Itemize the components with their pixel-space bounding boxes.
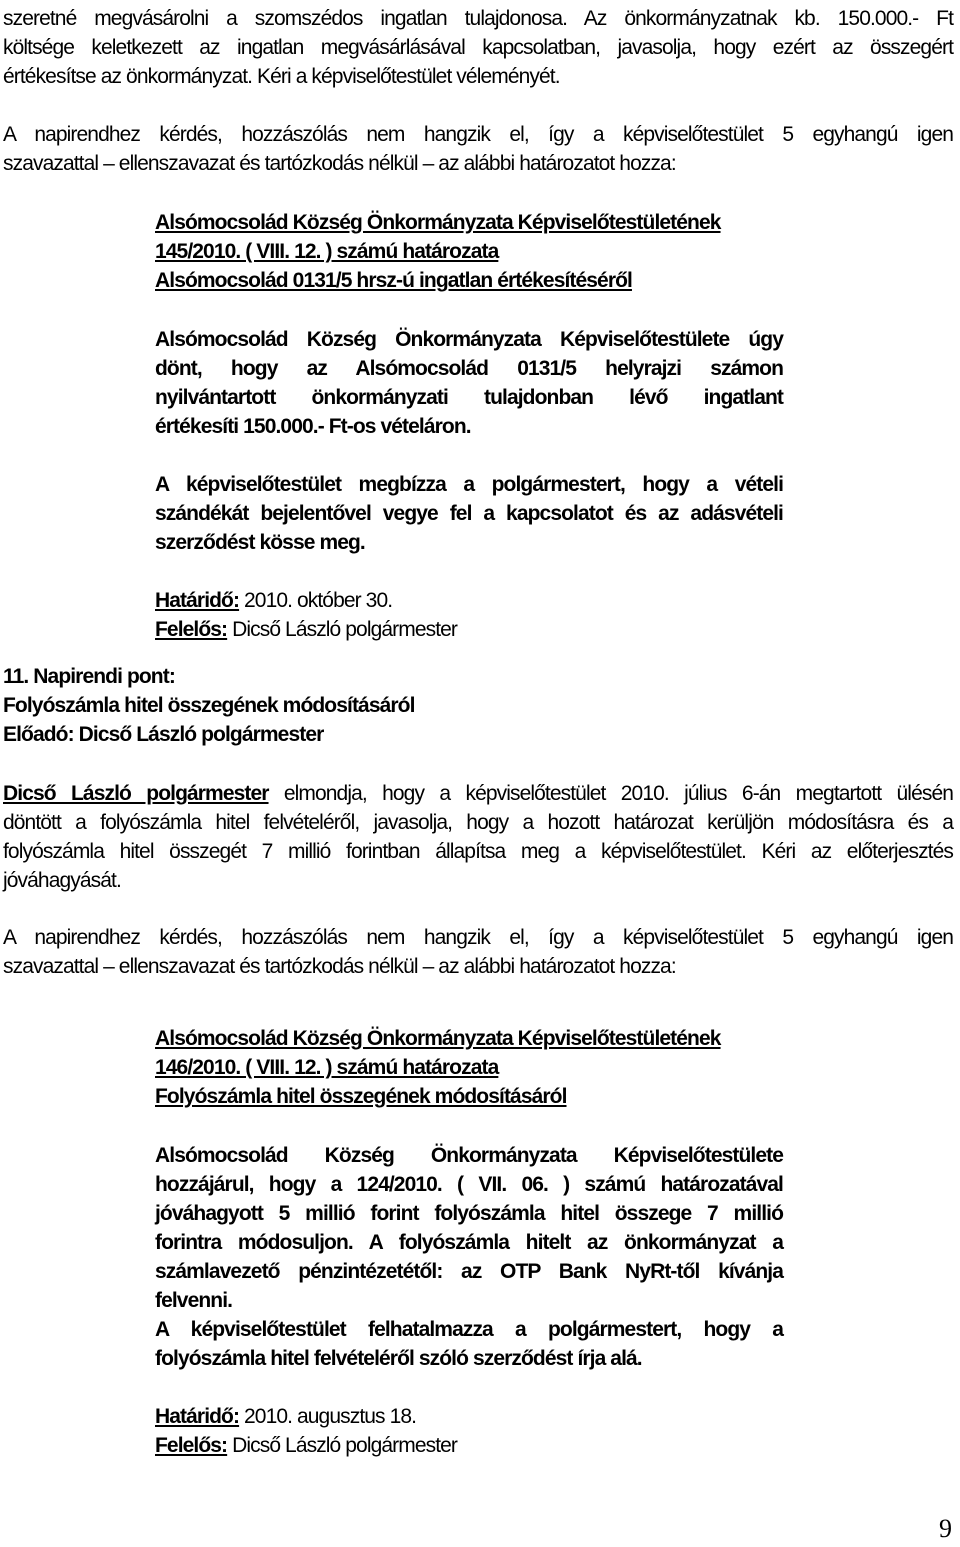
deadline-value: 2010. augusztus 18. — [239, 1405, 417, 1428]
resolution-body — [155, 1141, 783, 1373]
deadline-label: Határidő: — [155, 589, 240, 612]
deadline — [155, 586, 783, 615]
resolution-body-line: számlavezető pénzintézetétől: az OTP Bank NyRt-től kívánja — [155, 1260, 783, 1283]
deadline-value: 2010. október 30. — [239, 589, 393, 612]
resolution-mandate-line: folyószámla hitel felvételéről szóló szerződést írja alá. — [155, 1347, 642, 1370]
resolution-body-line: Alsómocsolád Község Önkormányzata Képviselőtestülete — [155, 1144, 783, 1167]
resolution-mandate-line: A képviselőtestület felhatalmazza a polgármestert, hogy a — [155, 1318, 783, 1341]
vote-line: A napirendhez kérdés, hozzászólás nem hangzik el, így a képviselőtestület 5 egyhangú igen — [3, 926, 953, 949]
resolution-146 — [155, 1024, 783, 1460]
resolution-body-line: felvenni. — [155, 1289, 233, 1312]
statement-text: elmondja, hogy a képviselőtestület 2010. július 6-án megtartott ülésén — [268, 782, 954, 805]
resolution-body-line: hozzájárul, hogy a 124/2010. ( VII. 06. ) számú határozatával — [155, 1173, 783, 1196]
resolution-body-line: jóváhagyott 5 millió forint folyószámla hitel összege 7 millió — [155, 1202, 783, 1225]
responsible — [155, 1431, 783, 1460]
statement-line — [3, 779, 953, 808]
intro-line: értékesítse az önkormányzat. Kéri a képviselőtestület véleményét. — [3, 65, 560, 88]
statement-line: folyószámla hitel összegét 7 millió forintban állapítsa meg a képviselőtestület. Kéri az előterjesztés — [3, 840, 953, 863]
deadline — [155, 1402, 783, 1431]
responsible-value: Dicső László polgármester — [227, 618, 458, 641]
resolution-heading: Alsómocsolád Község Önkormányzata Képviselőtestületének — [155, 1027, 721, 1050]
mayor-statement — [3, 779, 953, 895]
agenda-title: Folyószámla hitel összegének módosításáról — [3, 694, 415, 717]
resolution-mandate-line: szerződést kösse meg. — [155, 531, 365, 554]
resolution-145 — [155, 208, 783, 644]
resolution-subject: Alsómocsolád 0131/5 hrsz-ú ingatlan értékesítéséről — [155, 269, 632, 292]
statement-line: döntött a folyószámla hitel felvételéről, javasolja, hogy a hozott határozat kerüljön módosításra és a — [3, 811, 953, 834]
agenda-presenter: Előadó: Dicső László polgármester — [3, 723, 324, 746]
resolution-body-line: dönt, hogy az Alsómocsolád 0131/5 helyrajzi számon — [155, 357, 783, 380]
resolution-mandate-line: A képviselőtestület megbízza a polgármestert, hogy a vételi — [155, 473, 783, 496]
responsible — [155, 615, 783, 644]
resolution-mandate-line: szándékát bejelentővel vegye fel a kapcsolatot és az adásvételi — [155, 502, 783, 525]
resolution-heading: Alsómocsolád Község Önkormányzata Képviselőtestületének — [155, 211, 721, 234]
responsible-value: Dicső László polgármester — [227, 1434, 458, 1457]
resolution-body-line: Alsómocsolád Község Önkormányzata Képviselőtestülete úgy — [155, 328, 783, 351]
vote-statement-2 — [3, 923, 953, 981]
resolution-mandate — [155, 470, 783, 557]
responsible-label: Felelős: — [155, 618, 228, 641]
resolution-number: 146/2010. ( VIII. 12. ) számú határozata — [155, 1056, 499, 1079]
agenda-number: 11. Napirendi pont: — [3, 665, 175, 688]
statement-line: jóváhagyását. — [3, 869, 121, 892]
resolution-body-line: nyilvántartott önkormányzati tulajdonban lévő ingatlant — [155, 386, 783, 409]
resolution-body — [155, 325, 783, 441]
statement-speaker: Dicső László polgármester — [3, 782, 269, 805]
intro-paragraph — [3, 0, 953, 91]
resolution-body-line: értékesíti 150.000.- Ft-os vételáron. — [155, 415, 471, 438]
resolution-number: 145/2010. ( VIII. 12. ) számú határozata — [155, 240, 499, 263]
resolution-body-line: forintra módosuljon. A folyószámla hitelt az önkormányzat a — [155, 1231, 783, 1254]
intro-line: szeretné megvásárolni a szomszédos ingatlan tulajdonosa. Az önkormányzatnak kb. 150.000.- Ft — [3, 7, 953, 30]
vote-line: A napirendhez kérdés, hozzászólás nem hangzik el, így a képviselőtestület 5 egyhangú igen — [3, 123, 953, 146]
page-number: 9 — [939, 1514, 952, 1543]
resolution-subject: Folyószámla hitel összegének módosításáról — [155, 1085, 567, 1108]
responsible-label: Felelős: — [155, 1434, 228, 1457]
document-page — [3, 0, 953, 1460]
deadline-label: Határidő: — [155, 1405, 240, 1428]
vote-statement-1 — [3, 120, 953, 178]
agenda-item-11 — [3, 662, 953, 749]
vote-line: szavazattal – ellenszavazat és tartózkodás nélkül – az alábbi határozatot hozza: — [3, 152, 676, 175]
vote-line: szavazattal – ellenszavazat és tartózkodás nélkül – az alábbi határozatot hozza: — [3, 955, 676, 978]
intro-line: költsége keletkezett az ingatlan megvásárlásával kapcsolatban, javasolja, hogy ezért az összegért — [3, 36, 953, 59]
